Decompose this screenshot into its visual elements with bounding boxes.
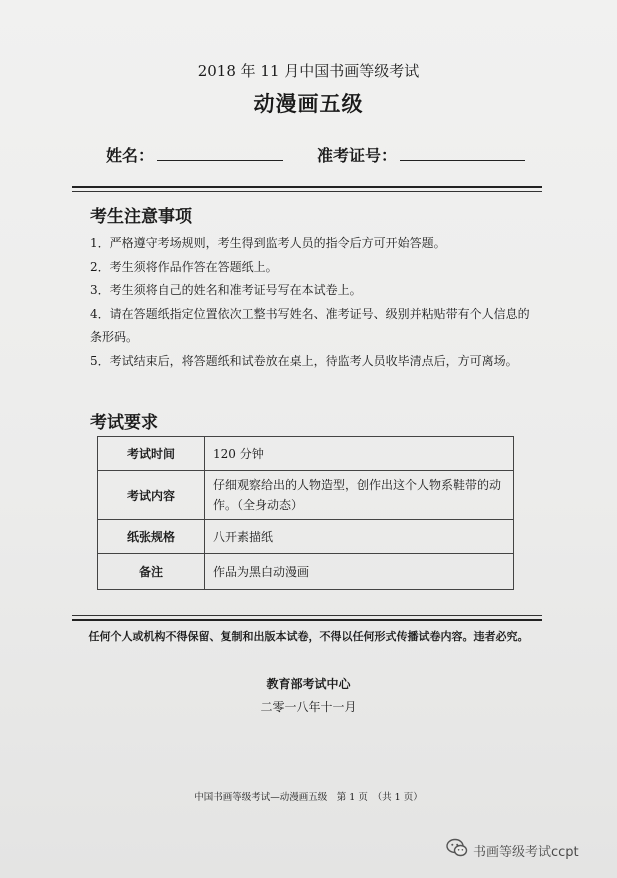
table-row [98, 520, 514, 554]
header-divider-bottom [72, 191, 542, 192]
name-label: 姓名： [106, 146, 155, 165]
table-row [98, 471, 514, 520]
row-label: 纸张规格 [98, 520, 205, 554]
exam-id-blank-line [400, 160, 525, 161]
footer-divider-bottom [72, 619, 542, 621]
watermark [446, 838, 579, 862]
row-value: 八开素描纸 [205, 520, 514, 554]
row-label: 备注 [98, 554, 205, 590]
issuer: 教育部考试中心 [266, 677, 351, 691]
watermark-text: 书画等级考试ccpt [473, 844, 579, 860]
requirements-table [97, 436, 514, 590]
notice-item: 4．请在答题纸指定位置依次工整书写姓名、准考证号、级别并粘贴带有个人信息的条形码。 [90, 306, 530, 344]
row-label: 考试时间 [98, 437, 205, 471]
row-label: 考试内容 [98, 471, 205, 520]
copyright-notice: 任何个人或机构不得保留、复制和出版本试卷，不得以任何形式传播试卷内容。违者必究。 [88, 630, 529, 643]
requirements-heading: 考试要求 [90, 413, 158, 433]
notice-item: 1．严格遵守考场规则，考生得到监考人员的指令后方可开始答题。 [90, 236, 446, 250]
name-blank-line [157, 160, 283, 161]
issue-date: 二零一八年十一月 [260, 700, 357, 714]
page-footer: 中国书画等级考试—动漫画五级 第 1 页 （共 1 页） [194, 792, 423, 803]
notice-item: 5．考试结束后，将答题纸和试卷放在桌上，待监考人员收毕清点后，方可离场。 [90, 353, 518, 368]
table-row [98, 437, 514, 471]
row-value: 作品为黑白动漫画 [205, 554, 514, 590]
notice-item: 3．考生须将自己的姓名和准考证号写在本试卷上。 [90, 283, 362, 297]
wechat-icon [446, 838, 468, 862]
row-value: 120 分钟 [205, 437, 514, 471]
row-value: 仔细观察给出的人物造型，创作出这个人物系鞋带的动作。（全身动态） [205, 471, 514, 520]
exam-title: 2018 年 11 月中国书画等级考试 [197, 62, 420, 80]
level-title: 动漫画五级 [253, 91, 364, 116]
table-row [98, 554, 514, 590]
notice-list [90, 232, 540, 373]
notice-heading: 考生注意事项 [90, 207, 192, 227]
header-divider-top [72, 186, 542, 188]
notice-item: 2．考生须将作品作答在答题纸上。 [90, 259, 278, 274]
exam-id-label: 准考证号： [317, 146, 398, 165]
footer-divider-top [72, 615, 542, 616]
